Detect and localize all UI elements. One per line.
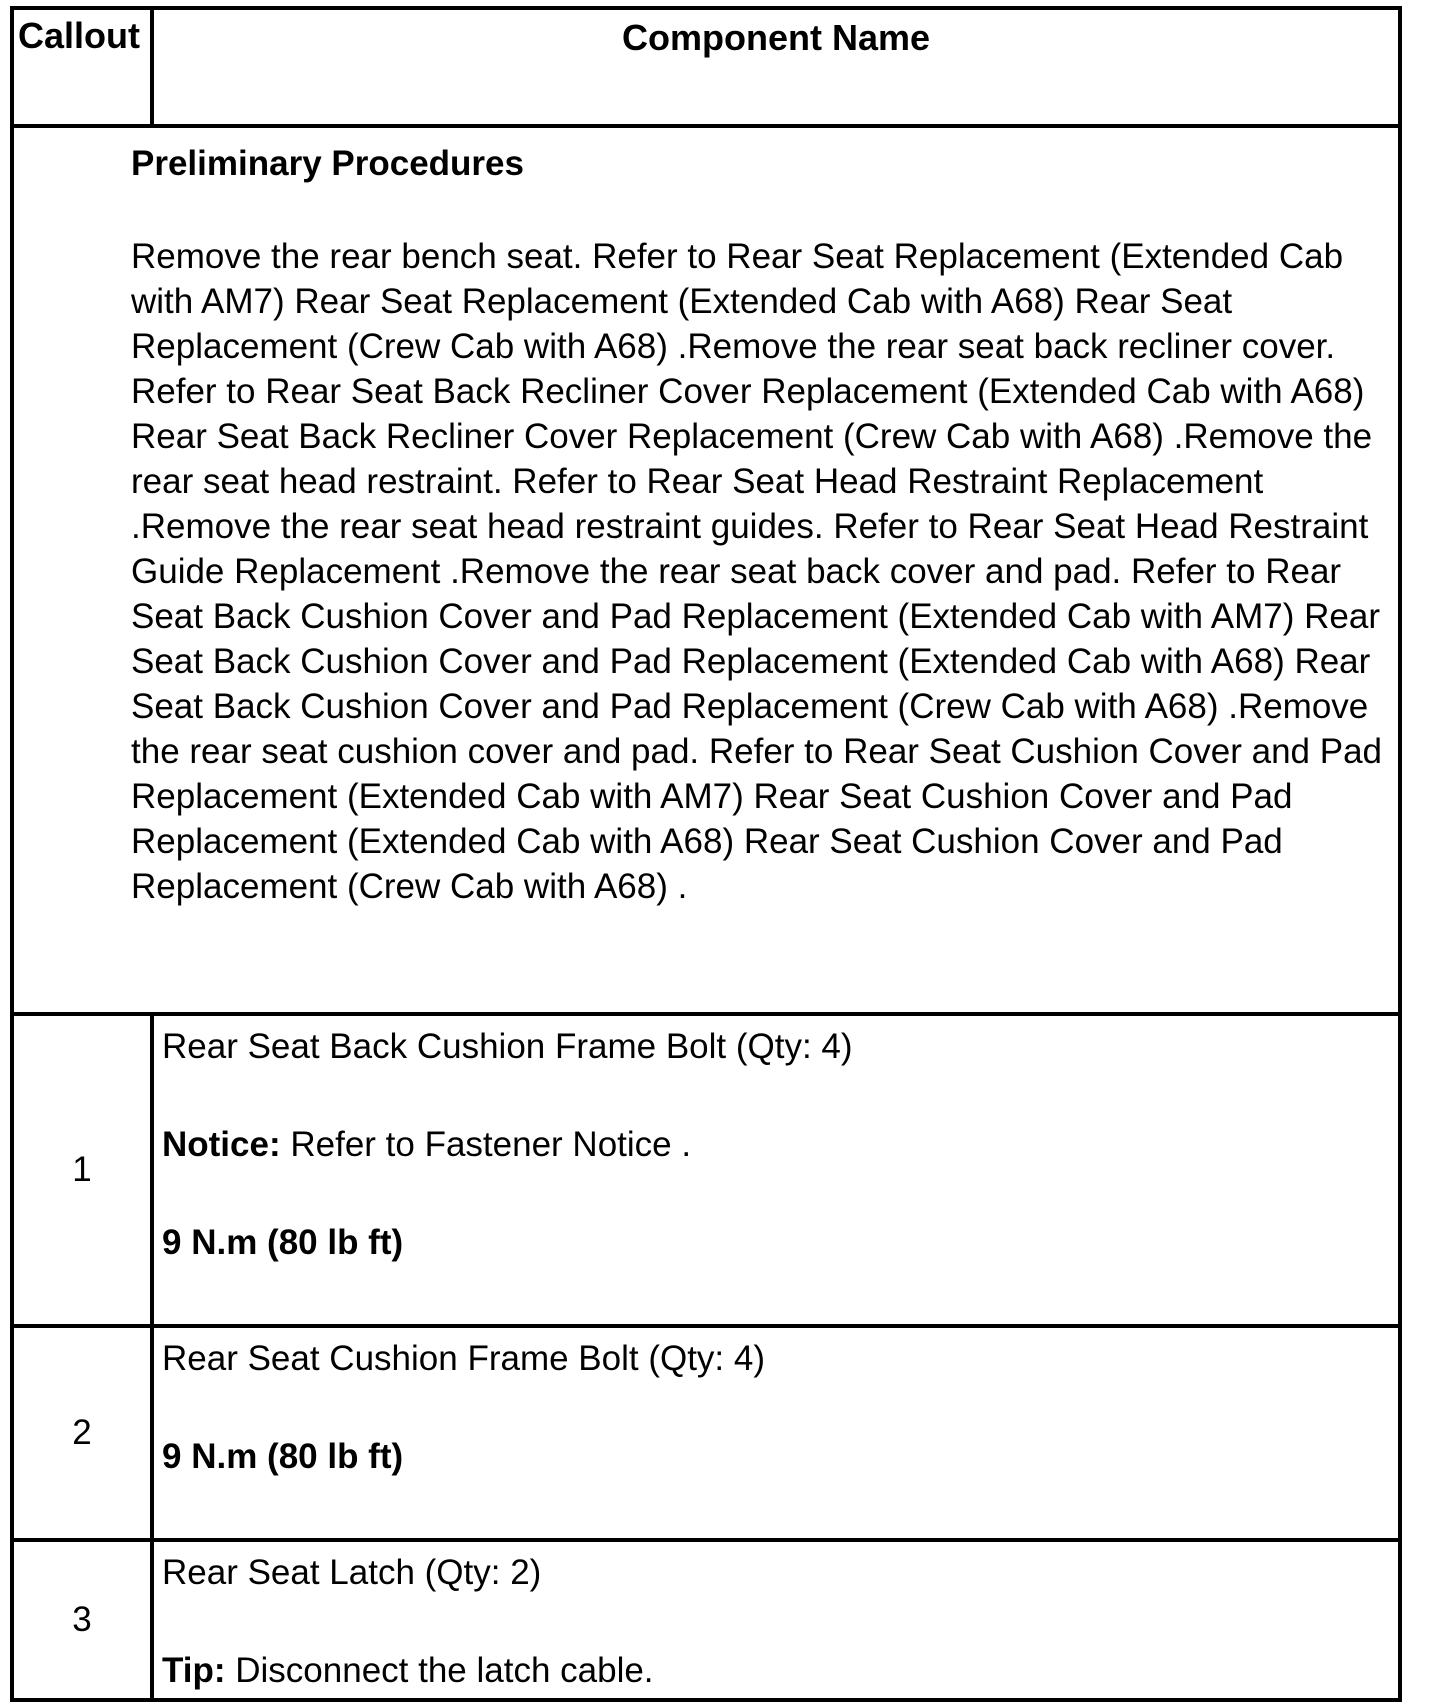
preliminary-procedures-row (14, 124, 1398, 1012)
callout-number: 1 (14, 1016, 154, 1324)
notice-label: Notice: (162, 1125, 281, 1164)
notice-text: Refer to Fastener Notice . (280, 1125, 692, 1164)
component-name: Rear Seat Cushion Frame Bolt (Qty: 4) (162, 1339, 765, 1378)
torque-spec: 9 N.m (80 lb ft) (162, 1223, 404, 1262)
component-cell (154, 1328, 1398, 1538)
preliminary-procedures-title: Preliminary Procedures (131, 144, 524, 183)
table-row (14, 1324, 1398, 1538)
torque-spec: 9 N.m (80 lb ft) (162, 1437, 404, 1476)
component-cell (154, 1016, 1398, 1324)
tip-line (162, 1648, 1392, 1693)
component-name-column-header: Component Name (621, 17, 931, 58)
component-name: Rear Seat Latch (Qty: 2) (162, 1553, 542, 1592)
table-row (14, 1012, 1398, 1324)
callout-column-header: Callout (14, 10, 154, 124)
preliminary-procedures-text: Remove the rear bench seat. Refer to Rear Seat Replacement (Extended Cab with AM7) Rear Seat Replacement (Extended Cab with A68) Rear Seat Replacement (Crew Cab with A68) .Remove the rear seat back recliner cover. Refer to Rear Seat Back Recliner Cover Replacement (Extended Cab with A68) Rear Seat Back Recliner Cover Replacement (Crew Cab with A68) .Remove the rear seat head restraint. Refer to Rear Seat Head Restraint Replacement .Remove the rear seat head restraint guides. Refer to Rear Seat Head Restraint Guide Replacement .Remove the rear seat back cover and pad. Refer to Rear Seat Back Cushion Cover and Pad Replacement (Extended Cab with AM7) Rear Seat Back Cushion Cover and Pad Replacement (Extended Cab with A68) Rear Seat Back Cushion Cover and Pad Replacement (Crew Cab with A68) .Remove the rear seat cushion cover and pad. Refer to Rear Seat Cushion Cover and Pad Replacement (Extended Cab with AM7) Rear Seat Cushion Cover and Pad Replacement (Extended Cab with A68) Rear Seat Cushion Cover and Pad Replacement (Crew Cab with A68) . (131, 237, 1383, 906)
tip-label: Tip: (162, 1651, 226, 1690)
component-name: Rear Seat Back Cushion Frame Bolt (Qty: 4) (162, 1027, 853, 1066)
component-table (10, 6, 1402, 1702)
callout-number: 3 (14, 1542, 154, 1698)
table-row (14, 1538, 1398, 1698)
notice-line (162, 1122, 1392, 1167)
table-header-row (14, 10, 1398, 124)
component-cell (154, 1542, 1398, 1698)
tip-text: Disconnect the latch cable. (225, 1651, 654, 1690)
callout-number: 2 (14, 1328, 154, 1538)
